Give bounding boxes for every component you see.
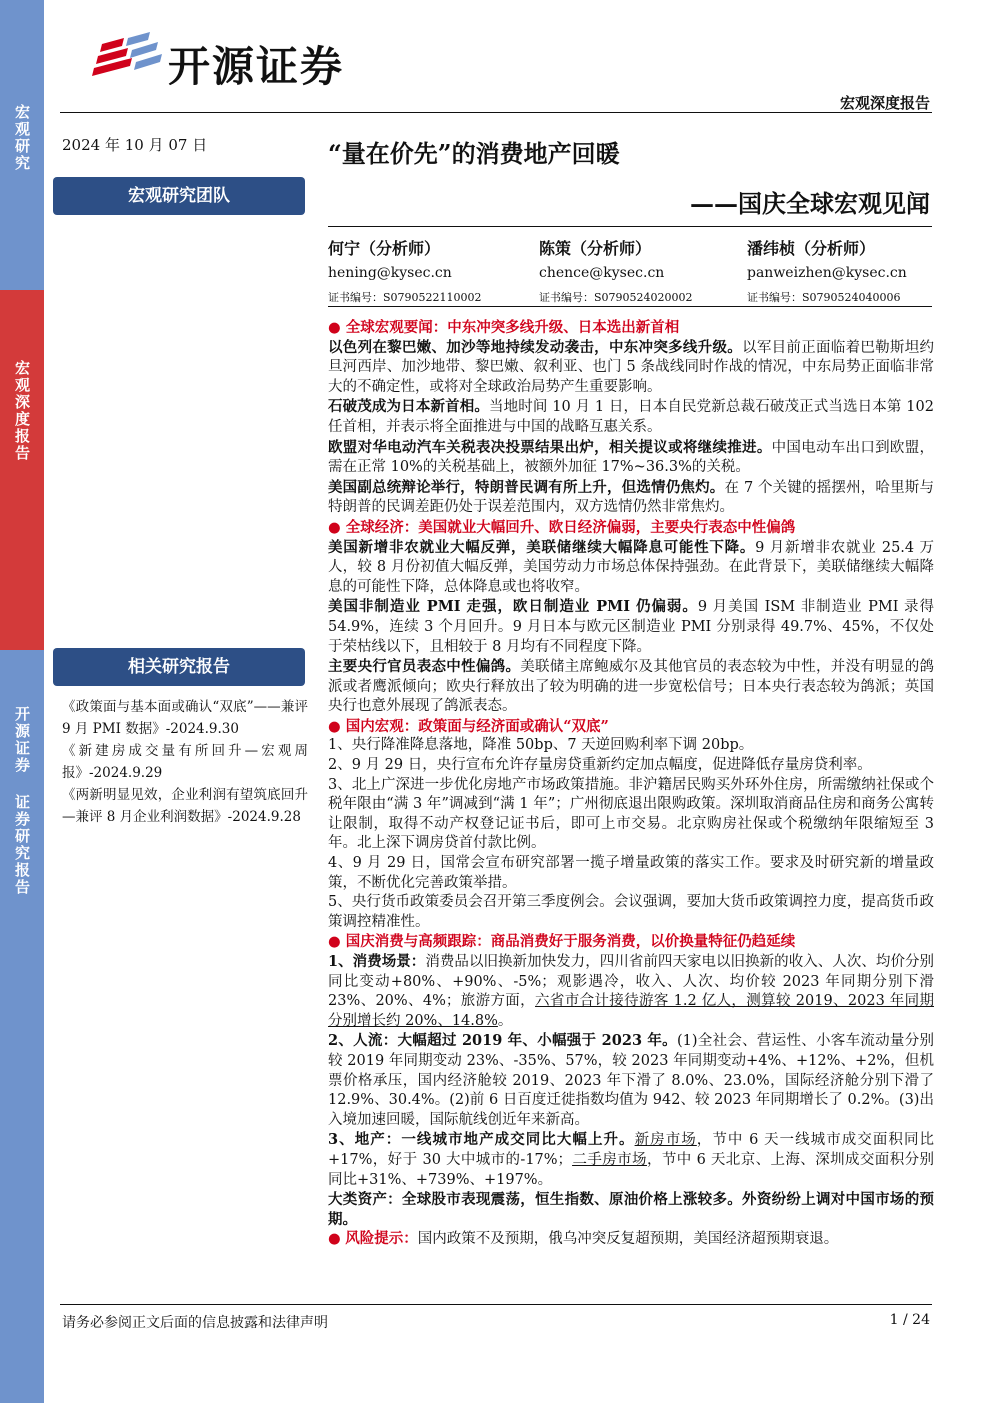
paragraph: 大类资产：全球股市表现震荡，恒生指数、原油价格上涨较多。外资纷纷上调对中国市场的预期。 — [328, 1191, 934, 1228]
paragraph: 欧盟对华电动汽车关税表决投票结果出炉，相关提议或将继续推进。中国电动车出口到欧盟，需在正常 10%的关税基础上，被额外加征 17%~36.3%的关税。 — [328, 438, 934, 476]
analyst-cert: 证书编号：S0790522110002 — [328, 291, 482, 304]
analyst-email[interactable]: chence@kysec.cn — [539, 265, 665, 281]
page-number: 1 / 24 — [889, 1312, 930, 1328]
paragraph: 美国非制造业 PMI 走强，欧日制造业 PMI 仍偏弱。9 月美国 ISM 非制造业 PMI 录得 54.9%，连续 3 个月回升。9 月日本与欧元区制造业 PMI 分别录得 49.7%、45%，不仅处于荣枯线以下，且相较于 8 月均有不同程度下降。 — [328, 598, 934, 655]
report-title: “量在价先”的消费地产回暖 — [328, 139, 620, 168]
list-item: 3、北上广深进一步优化房地产市场政策措施。非沪籍居民购买外环外住房，所需缴纳社保或个税年限由“满 3 年”调减到“满 1 年”；广州彻底退出限购政策。深圳取消商品住房和商务公寓转让限制，取得不动产权登记证书后，即可上市交易。北京购房社保或个税缴纳年限缩短至 3 年。北上深下调房贷首付款比例。 — [328, 776, 934, 852]
analyst-card — [539, 236, 739, 305]
header-divider — [60, 112, 932, 113]
related-report-link[interactable]: 《政策面与基本面或确认“双底”——兼评 9 月 PMI 数据》-2024.9.30 — [62, 699, 308, 737]
summary-divider — [328, 306, 932, 307]
footer-disclaimer: 请务必参阅正文后面的信息披露和法律声明 — [62, 1315, 328, 1331]
list-item: 5、央行货币政策委员会召开第三季度例会。会议强调，要加大货币政策调控力度，提高货币政策调控精准性。 — [328, 894, 934, 930]
bullet-icon: ● — [328, 933, 346, 951]
report-date: 2024 年 10 月 07 日 — [62, 136, 208, 154]
team-band: 宏观研究团队 — [53, 177, 305, 215]
analyst-email[interactable]: panweizhen@kysec.cn — [747, 265, 907, 281]
list-item: 2、9 月 29 日，央行宣布允许存量房贷重新约定加点幅度，促进降低存量房贷利率。 — [328, 757, 872, 774]
analyst-cert: 证书编号：S0790524040006 — [747, 291, 901, 304]
bullet-icon: ● — [328, 1231, 346, 1248]
footer-divider — [60, 1304, 932, 1305]
paragraph: 以色列在黎巴嫩、加沙等地持续发动袭击，中东冲突多线升级。以军目前正面临着巴勒斯坦约旦河西岸、加沙地带、黎巴嫩、叙利亚、也门 5 条战线同时作战的情况，中东局势正面临非常大的不确定性，或将对全球政治局势产生重要影响。 — [328, 338, 935, 395]
bullet-icon: ● — [328, 518, 346, 536]
report-subtitle: ——国庆全球宏观见闻 — [690, 189, 930, 218]
analyst-name: 何宁（分析师） — [328, 239, 441, 258]
paragraph: 2、人流：大幅超过 2019 年、小幅强于 2023 年。(1)全社会、营运性、小客车流动量分别较 2019 年同期变动 23%、-35%、57%，较 2023 年同期变动+4%、+12%、+2%，但机票价格承压，国内经济舱较 2019、2023 年下滑了 8.0%、23.0%，国际经济舱分别下滑了 12.9%、30.4%。(2)前 6 日百度迁徙指数均值为 942、较 2023 年同期增长了 0.2%。(3)出入境加速回暖，国际航线创近年来新高。 — [328, 1032, 934, 1128]
list-item: 4、9 月 29 日，国常会宣布研究部署一揽子增量政策的落实工作。要求及时研究新的增量政策，不断优化完善政策举措。 — [328, 855, 934, 891]
analyst-name: 潘纬桢（分析师） — [747, 239, 876, 258]
section-heading: ● 国庆消费与高频跟踪：商品消费好于服务消费，以价换量特征仍趋延续 — [328, 933, 796, 951]
paragraph: 美国新增非农就业大幅反弹，美联储继续大幅降息可能性下降。9 月新增非农就业 25.4 万人，较 8 月份初值大幅反弹，美国劳动力市场总体保持强劲。在此背景下，美联储继续大幅降息的可能性下降，总体降息或也将收窄。 — [328, 538, 935, 595]
section-heading: ● 全球宏观要闻：中东冲突多线升级、日本选出新首相 — [328, 319, 680, 336]
summary-body — [328, 318, 934, 1250]
analyst-name: 陈策（分析师） — [539, 239, 652, 258]
side-label-middle: 宏观深度报告 — [13, 360, 31, 462]
analyst-cert: 证书编号：S0790524020002 — [539, 291, 693, 304]
side-label-top: 宏观研究 — [13, 104, 31, 172]
brand-name: 开源证券 — [168, 42, 345, 91]
paragraph: 3、地产：一线城市地产成交同比大幅上升。新房市场，节中 6 天一线城市成交面积同比+17%，好于 30 大中城市的-17%；二手房市场，节中 6 天北京、上海、深圳成交面积分别同比+31%、+739%、+197%。 — [328, 1131, 934, 1188]
report-type: 宏观深度报告 — [839, 94, 930, 112]
section-heading: ● 全球经济：美国就业大幅回升、欧日经济偏弱，主要央行表态中性偏鸽 — [328, 518, 796, 536]
section-heading: ● 国内宏观：政策面与经济面或确认“双底” — [328, 717, 609, 735]
related-report-link[interactable]: 《新建房成交量有所回升—宏观周报》-2024.9.29 — [62, 743, 308, 781]
related-reports — [62, 696, 308, 828]
analyst-divider — [328, 226, 932, 227]
bullet-icon: ● — [328, 717, 346, 735]
paragraph: 石破茂成为日本新首相。当地时间 10 月 1 日，日本自民党新总裁石破茂正式当选日本第 102 任首相，并表示将全面推进与中国的战略互惠关系。 — [328, 398, 934, 435]
paragraph: 1、消费场景：消费品以旧换新加快发力，四川省前四天家电以旧换新的收入、人次、均价分别同比变动+80%、+90%、-5%；观影遇冷，收入、人次、均价较 2023 年同期分别下滑 23%、20%、4%；旅游方面，六省市合计接待游客 1.2 亿人，测算较 2019、2023 年同期分别增长约 20%、14.8%。 — [328, 953, 935, 1029]
side-strip — [0, 0, 44, 1403]
bullet-icon: ● — [328, 319, 346, 336]
risk-paragraph: ● 风险提示：国内政策不及预期，俄乌冲突反复超预期，美国经济超预期衰退。 — [328, 1230, 839, 1248]
company-logo — [88, 30, 168, 90]
analyst-card — [747, 236, 947, 305]
related-report-link[interactable]: 《两新明显见效，企业利润有望筑底回升—兼评 8 月企业利润数据》-2024.9.28 — [62, 787, 308, 825]
analyst-card — [328, 236, 528, 305]
analyst-email[interactable]: hening@kysec.cn — [328, 265, 452, 281]
list-item: 1、央行降准降息落地，降准 50bp、7 天逆回购利率下调 20bp。 — [328, 737, 754, 754]
related-band: 相关研究报告 — [53, 648, 305, 686]
paragraph: 美国副总统辩论举行，特朗普民调有所上升，但选情仍焦灼。在 7 个关键的摇摆州，哈里斯与特朗普的民调差距仍处于误差范围内，双方选情仍然非常焦灼。 — [328, 478, 934, 516]
side-label-bottom: 开源证券 证券研究报告 — [13, 706, 31, 896]
paragraph: 主要央行官员表态中性偏鸽。美联储主席鲍威尔及其他官员的表态较为中性，并没有明显的鸽派或者鹰派倾向；欧央行释放出了较为明确的进一步宽松信号；日本央行表态较为鸽派；英国央行也意外展现了鸽派表态。 — [328, 658, 935, 715]
